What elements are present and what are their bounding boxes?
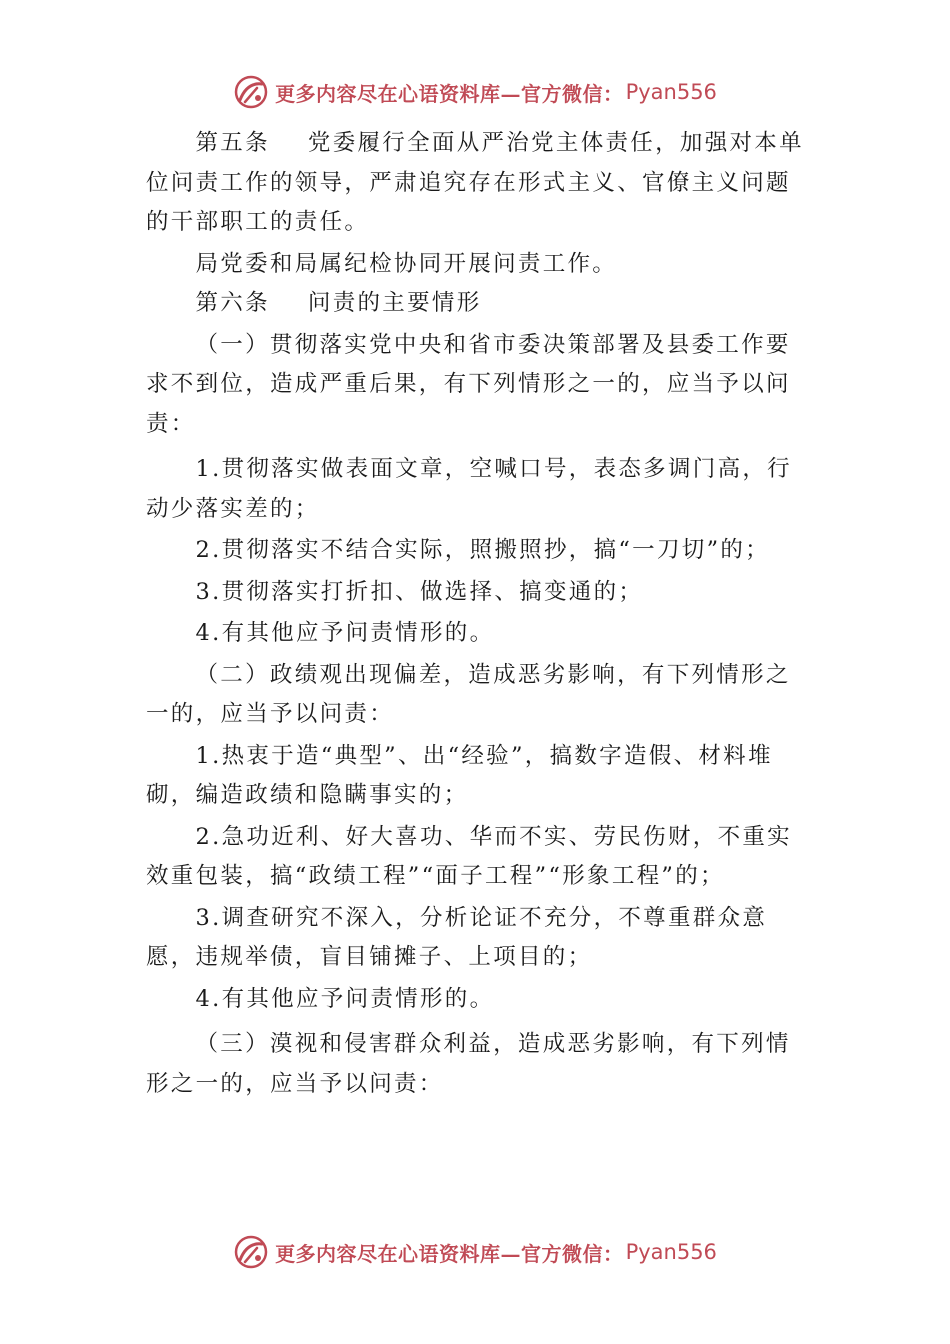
article-6-label: 第六条 [195, 290, 270, 316]
section-2-item-2: 2.急功近利、好大喜功、华而不实、劳民伤财，不重实效重包装，搞“政绩工程”“面子工程”“形象工程”的； [146, 823, 792, 889]
footer-watermark-banner [0, 1230, 950, 1274]
section-2-item-3: 3.调查研究不深入，分析论证不充分，不尊重群众意愿，违规举债，盲目铺摊子、上项目的； [146, 904, 768, 970]
header-watermark-banner [0, 70, 950, 114]
article-5-text: 党委履行全面从严治党主体责任，加强对本单位问责工作的领导，严肃追究存在形式主义、官僚主义问题的干部职工的责任。 [146, 130, 804, 235]
section-1-item-1: 1.贯彻落实做表面文章，空喊口号，表态多调门高，行动少落实差的； [146, 456, 792, 522]
section-2-heading: （二）政绩观出现偏差，造成恶劣影响，有下列情形之一的，应当予以问责： [146, 661, 791, 727]
banner-text: 更多内容尽在心语资料库—官方微信： [275, 81, 624, 106]
banner-wechat-id: Pyan556 [625, 80, 717, 104]
brand-logo-icon [233, 74, 269, 110]
section-3-heading: （三）漠视和侵害群众利益，造成恶劣影响，有下列情形之一的，应当予以问责： [146, 1031, 791, 1097]
article-5-label: 第五条 [195, 130, 270, 156]
article-5 [146, 124, 806, 243]
banner-text: 更多内容尽在心语资料库—官方微信： [275, 1241, 624, 1266]
document-body [146, 124, 806, 1104]
paragraph-joint-accountability: 局党委和局属纪检协同开展问责工作。 [195, 250, 618, 277]
section-2-item-4: 4.有其他应予问责情形的。 [195, 985, 495, 1012]
section-1-item-3: 3.贯彻落实打折扣、做选择、搞变通的； [195, 578, 644, 605]
section-1-item-2: 2.贯彻落实不结合实际，照搬照抄，搞“一刀切”的； [195, 537, 770, 563]
brand-logo-icon [233, 1234, 269, 1270]
banner-wechat-id: Pyan556 [625, 1240, 717, 1264]
article-6 [146, 284, 806, 324]
article-6-text: 问责的主要情形 [307, 290, 482, 316]
section-1-item-4: 4.有其他应予问责情形的。 [195, 620, 495, 646]
section-1-heading: （一）贯彻落实党中央和省市委决策部署及县委工作要求不到位，造成严重后果，有下列情形之一的，应当予以问责： [146, 331, 791, 437]
section-2-item-1: 1.热衷于造“典型”、出“经验”，搞数字造假、材料堆砌，编造政绩和隐瞒事实的； [146, 742, 773, 808]
